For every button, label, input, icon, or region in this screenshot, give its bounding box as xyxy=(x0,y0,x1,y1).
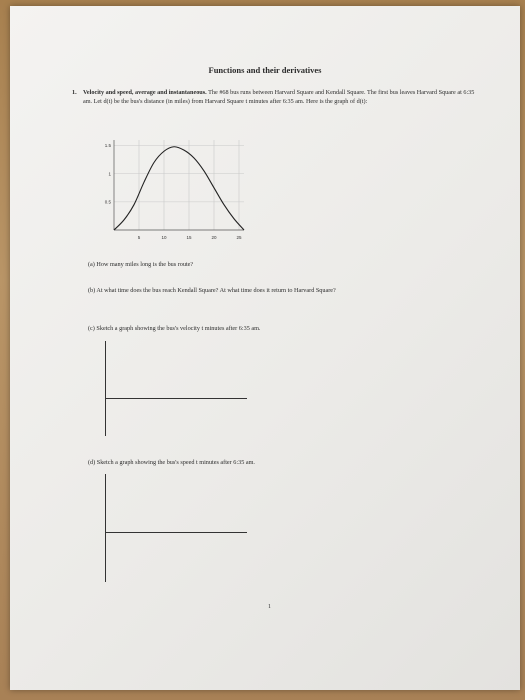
distance-chart-svg xyxy=(92,134,250,252)
page-number: 1 xyxy=(268,604,271,610)
problem-number: 1. xyxy=(72,89,77,96)
distance-graph xyxy=(92,134,250,252)
worksheet-page xyxy=(10,6,520,690)
velocity-x-axis xyxy=(105,398,247,399)
y-tick-label-0: 0.5 xyxy=(104,199,111,205)
speed-x-axis xyxy=(105,532,247,533)
page-title: Functions and their derivatives xyxy=(208,65,322,75)
question-b: (b) At what time does the bus reach Kendall Square? At what time does it return to Harvard Square? xyxy=(88,287,336,294)
speed-y-axis xyxy=(105,474,106,582)
x-tick-label-3: 20 xyxy=(211,235,217,240)
problem-lead: Velocity and speed, average and instantaneous. xyxy=(83,89,207,96)
x-tick-label-0: 5 xyxy=(137,235,141,240)
question-d: (d) Sketch a graph showing the bus's speed t minutes after 6:35 am. xyxy=(88,459,255,466)
problem-statement xyxy=(83,89,482,106)
question-c: (c) Sketch a graph showing the bus's velocity t minutes after 6:35 am. xyxy=(88,325,261,332)
velocity-y-axis xyxy=(105,341,106,436)
question-a: (a) How many miles long is the bus route? xyxy=(88,261,194,268)
problem-text: The #68 bus runs between Harvard Square and Kendall Square. The first bus leaves Harvard Square at 6:35 am. Let d(t) be the bus's distance (in miles) from Harvard Square t minutes after 6:35 am. Here is the graph of d(t): xyxy=(83,89,475,105)
x-tick-label-1: 10 xyxy=(161,235,167,240)
x-tick-label-2: 15 xyxy=(186,235,192,240)
y-tick-label-1: 1 xyxy=(108,171,111,177)
distance-curve xyxy=(114,147,244,230)
x-tick-label-4: 25 xyxy=(236,235,242,240)
y-tick-label-2: 1.5 xyxy=(104,143,111,149)
problem-1 xyxy=(72,89,482,106)
